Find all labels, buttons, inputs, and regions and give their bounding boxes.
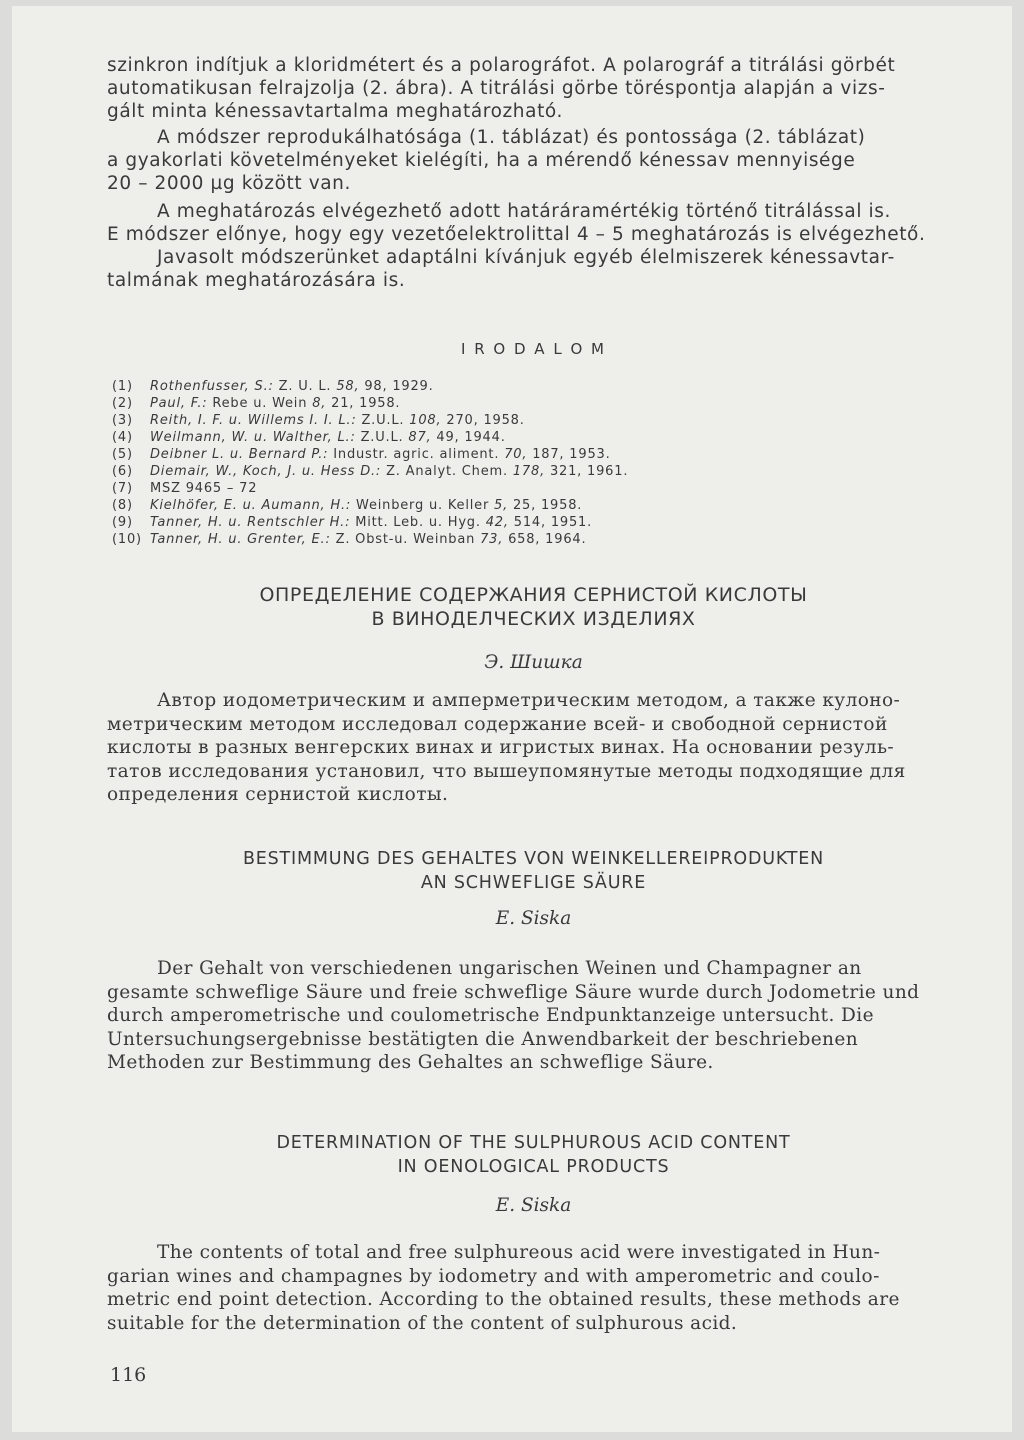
reference-number: (1): [112, 379, 133, 394]
text-line: Untersuchungsergebnisse bestätigten die Anwendbarkeit der beschriebenen: [107, 1028, 859, 1050]
reference-authors: Paul, F.:: [150, 396, 208, 411]
title-line: IN OENOLOGICAL PRODUCTS: [397, 1157, 670, 1177]
text-line: talmának meghatározására is.: [107, 270, 406, 291]
reference-authors: Weilmann, W. u. Walther, L.:: [150, 430, 356, 445]
text-line: Methoden zur Bestimmung des Gehaltes an schweflige Säure.: [107, 1052, 714, 1073]
text-line: E módszer előnye, hogy egy vezetőelektrolittal 4 – 5 meghatározás is elvégezhető.: [107, 224, 926, 245]
references-heading: I R O D A L O M: [461, 340, 606, 358]
reference-number: (7): [112, 481, 133, 496]
reference-volume: 178,: [512, 464, 546, 479]
reference-item: [112, 514, 912, 531]
reference-pages-year: 25, 1958.: [512, 498, 583, 513]
text-line: 20 – 2000 µg között van.: [107, 173, 351, 194]
reference-authors: Tanner, H. u. Grenter, E.:: [150, 532, 331, 547]
reference-pages-year: 321, 1961.: [549, 464, 629, 479]
page: [12, 6, 1012, 1432]
reference-volume: 87,: [408, 430, 432, 445]
reference-authors: Reith, I. F. u. Willems I. I. L.:: [150, 413, 357, 428]
reference-authors: Rothenfusser, S.:: [150, 379, 274, 394]
reference-list: [112, 378, 912, 548]
english-author: E. Siska: [495, 1195, 572, 1216]
reference-number: (5): [112, 447, 133, 462]
reference-journal: Z. Obst-u. Weinban: [335, 532, 476, 547]
reference-number: (10): [112, 532, 142, 547]
reference-pages-year: 187, 1953.: [532, 447, 611, 462]
reference-item: [112, 463, 912, 480]
reference-pages-year: 514, 1951.: [513, 515, 593, 530]
reference-journal: Mitt. Leb. u. Hyg.: [355, 515, 481, 530]
text-line: метрическим методом исследовал содержание всей- и свободной сернистой: [107, 713, 888, 735]
text-line: Автор иодометрическим и амперметрическим методом, а также кулоно-: [157, 690, 901, 711]
reference-number: (9): [112, 515, 133, 530]
reference-pages-year: 658, 1964.: [508, 532, 587, 547]
russian-abstract: [107, 689, 960, 807]
text-line: кислоты в разных венгерских винах и игристых винах. На основании резуль-: [107, 737, 895, 758]
reference-volume: 8,: [312, 396, 327, 411]
reference-authors: Deibner L. u. Bernard P.:: [150, 447, 329, 462]
english-abstract: [107, 1241, 960, 1335]
page-number: 116: [110, 1364, 147, 1386]
text-line: suitable for the determination of the content of sulphurous acid.: [107, 1312, 738, 1334]
reference-authors: Tanner, H. u. Rentschler H.:: [150, 515, 351, 530]
reference-volume: 5,: [494, 498, 509, 513]
text-line: татов исследования установил, что вышеупомянутые методы подходящие для: [107, 760, 906, 782]
reference-authors: Diemair, W., Koch, J. u. Hess D.:: [150, 464, 382, 479]
text-line: metric end point detection. According to the obtained results, these methods are: [107, 1289, 900, 1310]
english-title: [107, 1131, 960, 1179]
reference-pages-year: 21, 1958.: [331, 396, 401, 411]
text-line: Der Gehalt von verschiedenen ungarischen Weinen und Champagner an: [157, 958, 862, 979]
method-paragraph: [107, 126, 960, 195]
reference-journal: Z.U.L.: [360, 430, 404, 445]
title-line: В ВИНОДЕЛЧЕСКИХ ИЗДЕЛИЯХ: [371, 608, 696, 630]
reference-pages-year: 49, 1944.: [436, 430, 506, 445]
title-line: DETERMINATION OF THE SULPHUROUS ACID CONTENT: [276, 1133, 791, 1153]
text-line: Javasolt módszerünket adaptálni kívánjuk egyéb élelmiszerek kénessavtar-: [157, 247, 895, 268]
reference-journal: MSZ 9465 – 72: [150, 481, 258, 496]
reference-item: [112, 395, 912, 412]
reference-journal: Z. U. L.: [278, 379, 332, 394]
reference-item: [112, 446, 912, 463]
text-line: The contents of total and free sulphureous acid were investigated in Hun-: [157, 1242, 881, 1263]
text-line: определения сернистой кислоты.: [107, 784, 449, 805]
title-line: AN SCHWEFLIGE SÄURE: [420, 873, 647, 893]
reference-journal: Rebe u. Wein: [212, 396, 308, 411]
reference-item: [112, 378, 912, 395]
reference-volume: 73,: [480, 532, 504, 547]
reference-journal: Z.U.L.: [361, 413, 405, 428]
german-author: E. Siska: [495, 908, 572, 929]
text-line: durch amperometrische und coulometrische Endpunktanzeige untersucht. Die: [107, 1005, 874, 1026]
reference-volume: 42,: [485, 515, 509, 530]
reference-number: (4): [112, 430, 133, 445]
reference-pages-year: 98, 1929.: [364, 379, 434, 394]
reference-item: [112, 497, 912, 514]
reference-item: [112, 412, 912, 429]
reference-volume: 58,: [336, 379, 360, 394]
reference-number: (2): [112, 396, 133, 411]
german-abstract: [107, 957, 960, 1075]
russian-title: [107, 583, 960, 631]
title-line: ОПРЕДЕЛЕНИЕ СОДЕРЖАНИЯ СЕРНИСТОЙ КИСЛОТЫ: [259, 584, 808, 606]
reference-volume: 70,: [504, 447, 528, 462]
text-line: a gyakorlati követelményeket kielégíti, ha a mérendő kénessav mennyisége: [107, 150, 856, 171]
title-line: BESTIMMUNG DES GEHALTES VON WEINKELLEREIPRODUKTEN: [242, 849, 825, 869]
reference-volume: 108,: [409, 413, 442, 428]
text-line: szinkron indítjuk a kloridmétert és a polarográfot. A polarográf a titrálási görbét: [107, 55, 896, 76]
reference-item: [112, 480, 912, 497]
limit-paragraph: [107, 200, 960, 292]
text-line: gált minta kénessavtartalma meghatározható.: [107, 101, 563, 122]
text-line: automatikusan felrajzolja (2. ábra). A titrálási görbe töréspontja alapján a vizs-: [107, 78, 886, 99]
reference-number: (6): [112, 464, 133, 479]
text-line: gesamte schweflige Säure und freie schweflige Säure wurde durch Jodometrie und: [107, 981, 920, 1003]
intro-paragraph: [107, 54, 960, 123]
reference-item: [112, 531, 912, 548]
german-title: [107, 847, 960, 895]
reference-number: (3): [112, 413, 133, 428]
text-line: A módszer reprodukálhatósága (1. táblázat) és pontossága (2. táblázat): [157, 127, 866, 148]
text-line: garian wines and champagnes by iodometry and with amperometric and coulo-: [107, 1265, 880, 1287]
reference-authors: Kielhöfer, E. u. Aumann, H.:: [150, 498, 352, 513]
reference-journal: Z. Analyt. Chem.: [386, 464, 508, 479]
russian-author: Э. Шишка: [484, 652, 583, 673]
text-line: A meghatározás elvégezhető adott határáramértékig történő titrálással is.: [157, 201, 892, 222]
reference-pages-year: 270, 1958.: [446, 413, 525, 428]
reference-number: (8): [112, 498, 133, 513]
reference-journal: Industr. agric. aliment.: [333, 447, 500, 462]
reference-journal: Weinberg u. Keller: [356, 498, 490, 513]
reference-item: [112, 429, 912, 446]
